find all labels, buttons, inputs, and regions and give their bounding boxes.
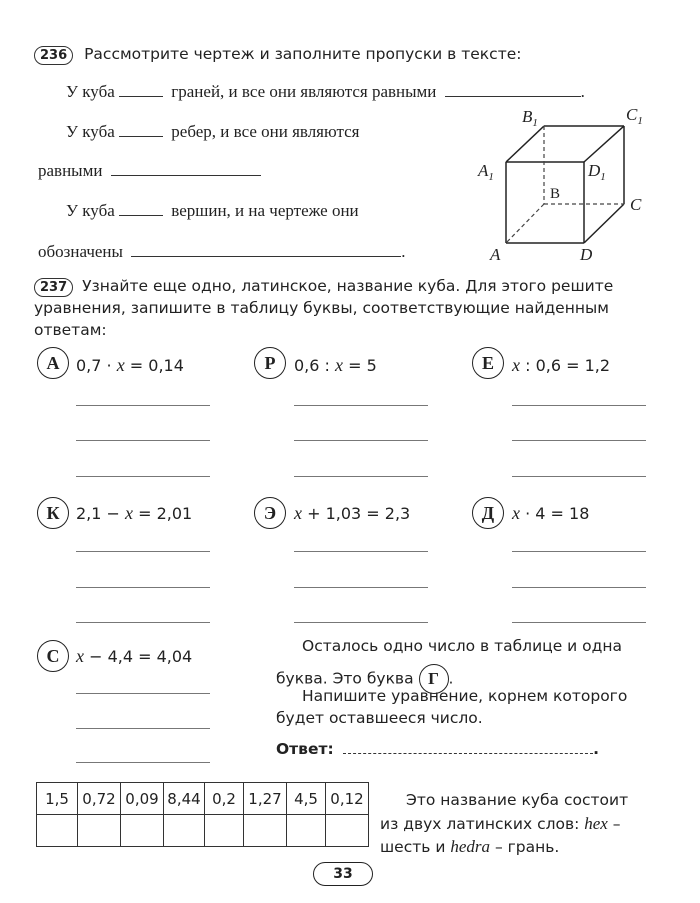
answer-label: Ответ: [276,740,334,758]
latin-word-hex: hex [584,814,608,833]
work-line[interactable] [294,405,428,406]
table-cell: 1,5 [37,783,78,815]
letter-circle-r: Р [254,347,286,379]
cube-drawing [470,100,670,270]
table-cell: 0,12 [326,783,369,815]
answer-field[interactable] [343,752,593,754]
answer-row: Ответ: . [276,740,599,758]
equation-k: 2,1 − x = 2,01 [76,503,193,523]
work-line[interactable] [512,551,646,552]
table-cell: 4,5 [287,783,326,815]
text-fragment: вершин, и на чертеже они [171,201,359,220]
table-cell: 0,09 [121,783,164,815]
task-237-instruction: Узнайте еще одно, латинское, название куба. Для этого решите уравнения, запишите в таблицу буквы, соответствующие найденным ответам: [34,277,614,339]
work-line[interactable] [76,551,210,552]
work-line[interactable] [76,762,210,763]
task-236-instruction: Рассмотрите чертеж и заполните пропуски в тексте: [84,45,522,63]
answer-blank[interactable] [445,95,581,97]
work-line[interactable] [512,405,646,406]
work-line[interactable] [76,693,210,694]
work-line[interactable] [76,476,210,477]
work-line[interactable] [512,440,646,441]
cube-label-A: A [490,245,501,264]
task-236-line-3 [38,161,261,181]
remain-text-4: будет оставшееся число. [276,709,483,727]
cube-label-D: D [580,245,593,264]
work-line[interactable] [294,476,428,477]
text-fragment: – грань. [490,838,560,856]
work-line[interactable] [512,587,646,588]
letter-input-cell[interactable] [164,815,205,847]
table-cell: 0,2 [205,783,244,815]
letter-circle-e: Е [472,347,504,379]
task-236-line-2 [66,122,359,142]
equation-r: 0,6 : x = 5 [294,355,377,375]
text-fragment: равными [38,161,103,180]
cube-label-C1: $C_1$ [626,105,643,127]
letter-input-cell[interactable] [121,815,164,847]
remain-text-2: буква. Это буква Г . [276,664,453,694]
text-fragment: буква. Это буква [276,669,414,688]
work-line[interactable] [512,476,646,477]
text-fragment: – [607,815,621,833]
text-fragment: шесть и [380,838,451,856]
task-236-header [34,45,521,65]
latin-word-hedra: hedra [450,837,491,856]
answer-blank[interactable] [119,135,163,137]
work-line[interactable] [512,622,646,623]
remain-text-3: Напишите уравнение, корнем которого [302,687,628,705]
table-cell: 0,72 [78,783,121,815]
work-line[interactable] [76,440,210,441]
task-237-header [34,275,664,341]
work-line[interactable] [76,622,210,623]
equation-d: x · 4 = 18 [512,503,590,523]
cube-label-B: B [550,186,561,202]
answer-blank[interactable] [119,214,163,216]
work-line[interactable] [294,587,428,588]
work-line[interactable] [294,622,428,623]
table-cell: 1,27 [244,783,287,815]
letter-input-cell[interactable] [287,815,326,847]
task-236-line-4 [66,201,359,221]
letter-input-cell[interactable] [326,815,369,847]
work-line[interactable] [76,405,210,406]
letter-circle-a: А [37,347,69,379]
text-fragment: У куба [66,82,115,101]
answer-blank[interactable] [111,174,261,176]
equation-e: x : 0,6 = 1,2 [512,355,611,375]
task-236-number: 236 [34,46,73,65]
answer-table [36,782,369,847]
letter-input-cell[interactable] [78,815,121,847]
text-fragment: У куба [66,122,115,141]
letter-input-cell[interactable] [205,815,244,847]
letter-circle-k: К [37,497,69,529]
table-row-letters [37,815,369,847]
answer-blank[interactable] [131,255,401,257]
letter-input-cell[interactable] [37,815,78,847]
work-line[interactable] [76,587,210,588]
letter-circle-e-reversed: Э [254,497,286,529]
text-fragment: обозначены [38,242,123,261]
letter-circle-g: Г [419,664,449,694]
cube-label-A1: $A_1$ [478,161,494,183]
note-line-3 [380,837,559,857]
equation-e-reversed: x + 1,03 = 2,3 [294,503,411,523]
task-236-line-1: У куба граней, и все они являются равными . [66,82,585,101]
work-line[interactable] [76,728,210,729]
letter-circle-d: Д [472,497,504,529]
cube-label-D1: $D_1$ [588,161,606,183]
table-row-values [37,783,369,815]
text-fragment: У куба [66,201,115,220]
text-fragment: граней, и все они являются равными [171,82,437,101]
equation-a: 0,7 · x = 0,14 [76,355,184,375]
work-line[interactable] [294,551,428,552]
task-236-line-5: обозначены . [38,242,406,261]
letter-input-cell[interactable] [244,815,287,847]
letter-circle-s: С [37,640,69,672]
text-fragment: ребер, и все они являются [171,122,360,141]
cube-label-B1: $B_1$ [522,107,538,129]
text-fragment: из двух латинских слов: [380,815,585,833]
page-number: 33 [313,862,373,886]
remain-text-1: Осталось одно число в таблице и одна [302,637,623,655]
table-cell: 8,44 [164,783,205,815]
task-237-number: 237 [34,278,73,297]
note-line-1: Это название куба состоит [406,791,629,809]
equation-s: x − 4,4 = 4,04 [76,646,193,666]
work-line[interactable] [294,440,428,441]
note-line-2 [380,814,621,834]
cube-label-C: C [630,195,642,214]
answer-blank[interactable] [119,95,163,97]
